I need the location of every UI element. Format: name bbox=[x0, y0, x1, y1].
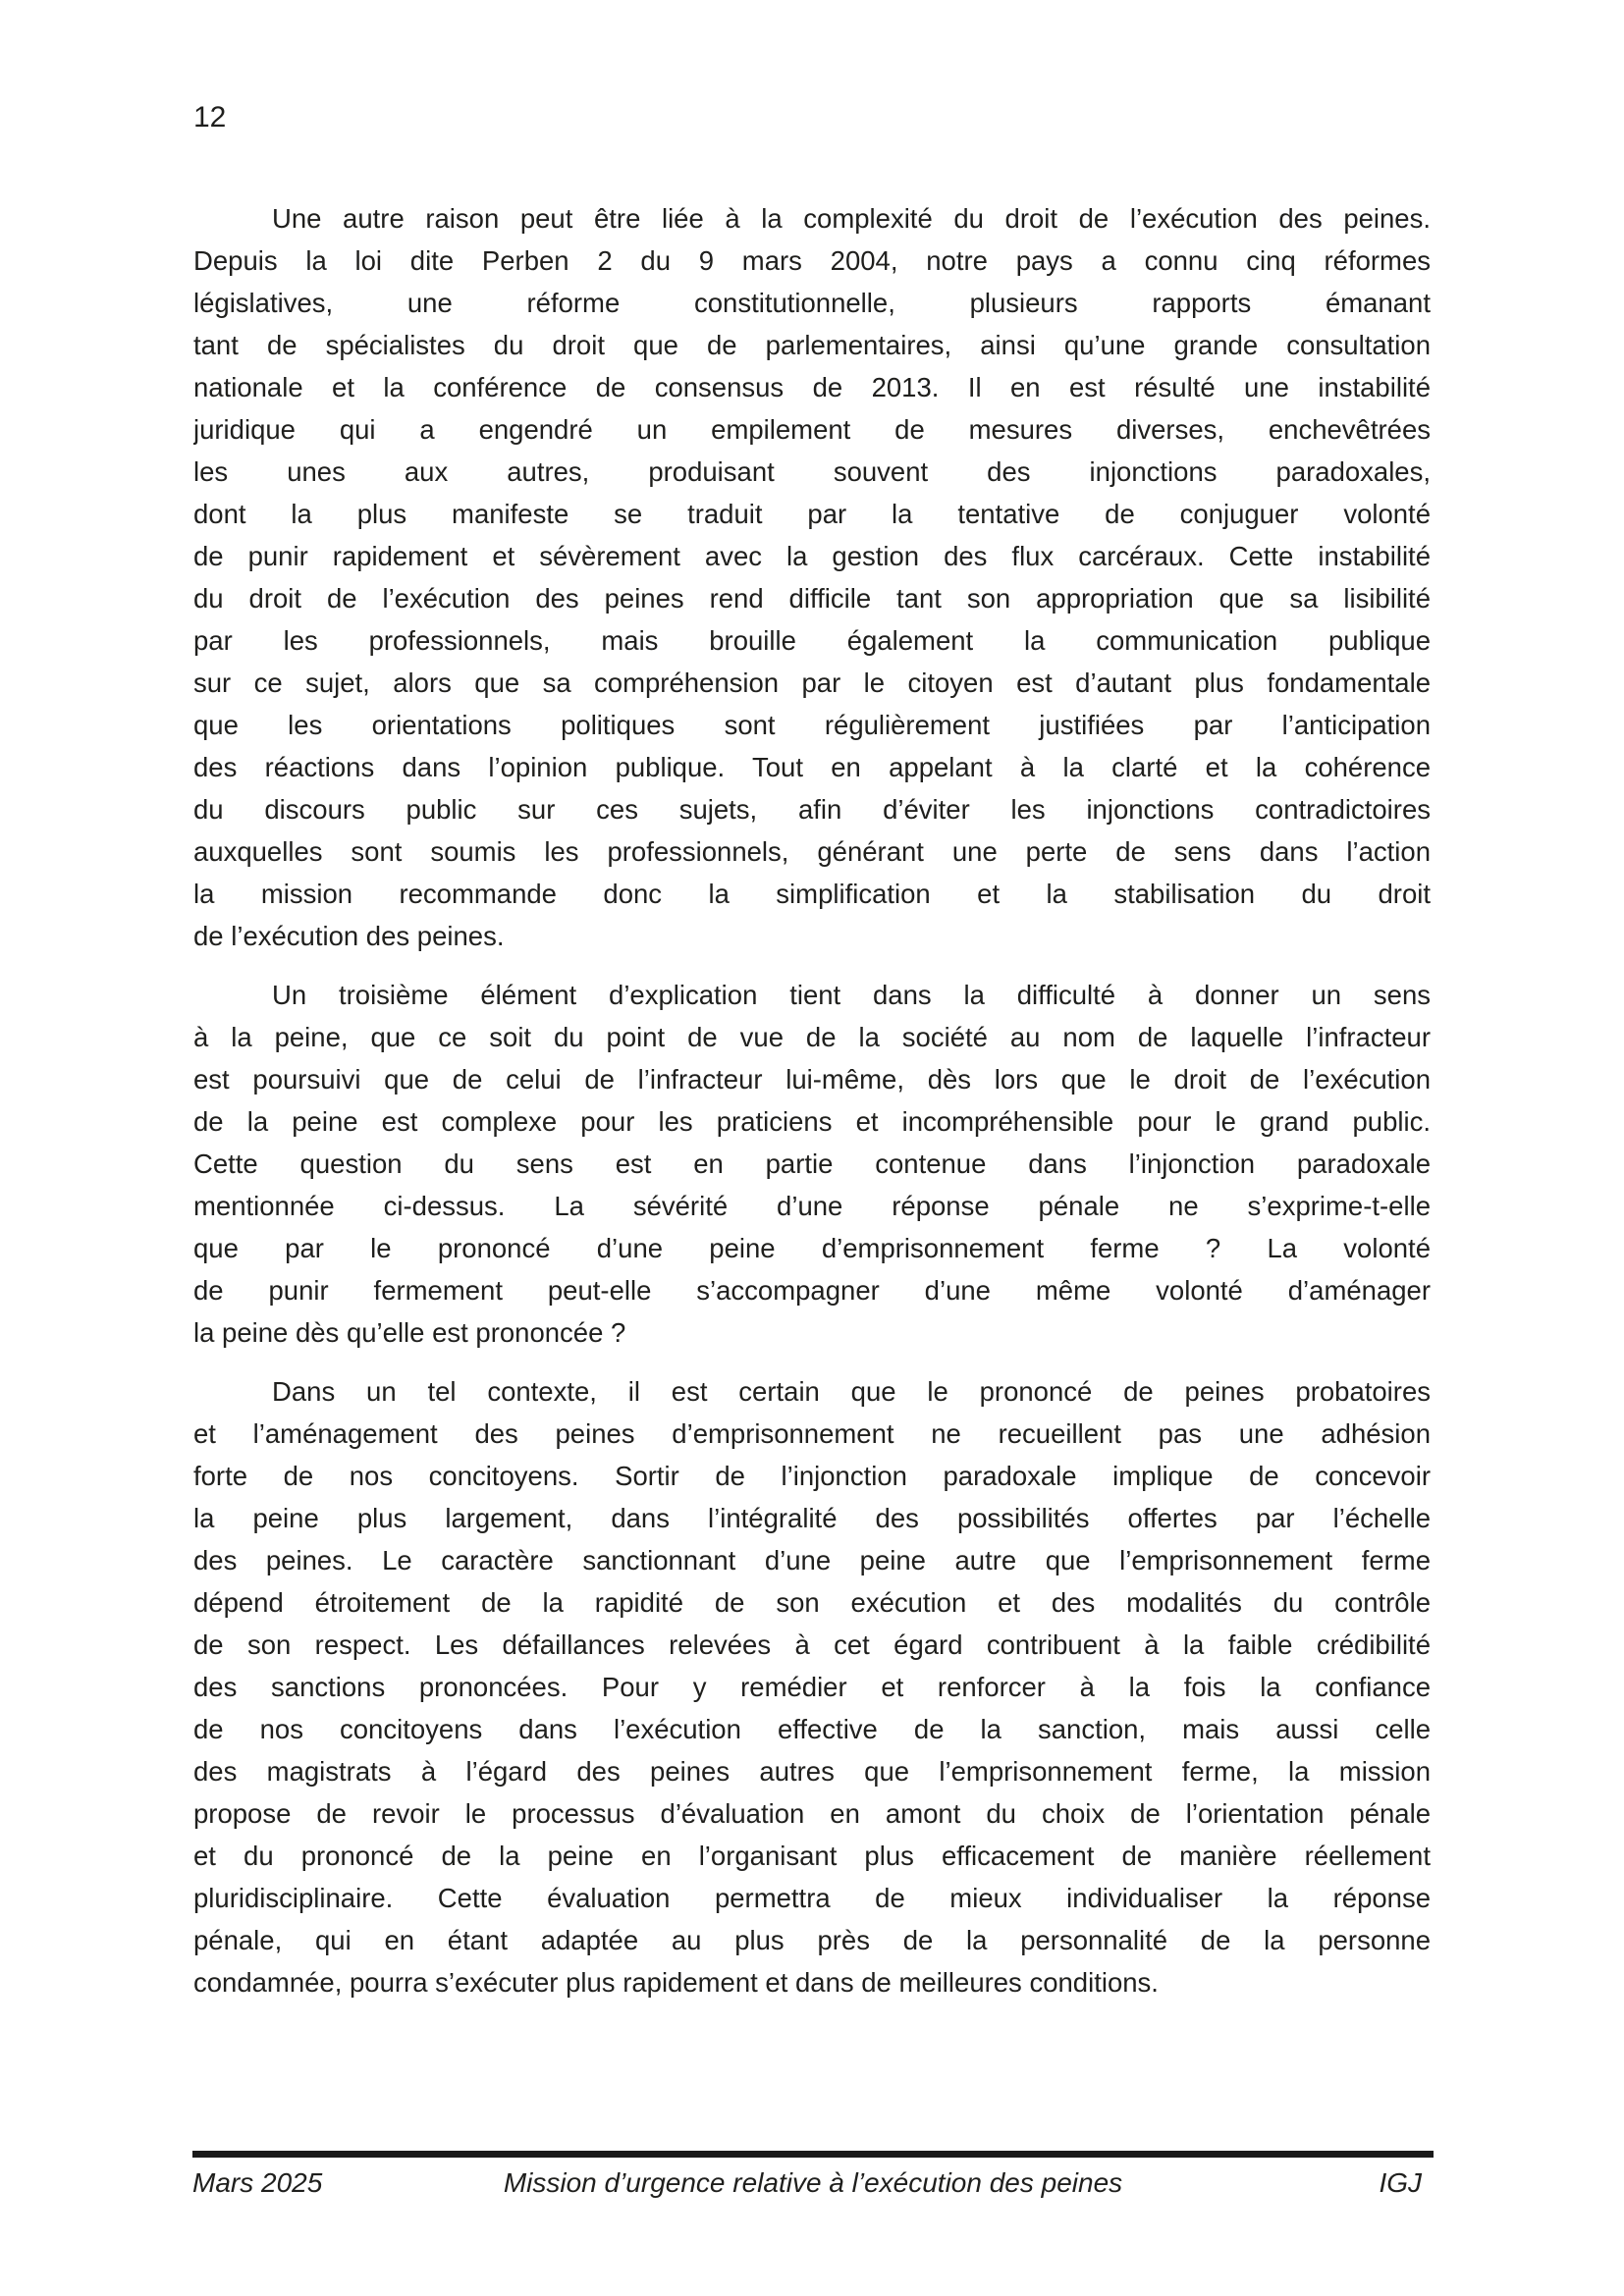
footer-org: IGJ bbox=[1379, 2167, 1422, 2198]
text-line: mentionnée ci-dessus. La sévérité d’une réponse pénale ne s’exprime-t-elle bbox=[193, 1191, 1431, 1221]
text-line: est poursuivi que de celui de l’infracteur lui-même, dès lors que le droit de l’exécution bbox=[193, 1064, 1431, 1095]
page-number: 12 bbox=[193, 101, 227, 133]
text-line: pluridisciplinaire. Cette évaluation permettra de mieux individualiser la réponse bbox=[193, 1883, 1431, 1913]
text-line: de son respect. Les défaillances relevées à cet égard contribuent à la faible crédibilité bbox=[193, 1629, 1431, 1660]
text-line: pénale, qui en étant adaptée au plus près de la personnalité de la personne bbox=[193, 1925, 1431, 1955]
text-line: de punir fermement peut-elle s’accompagner d’une même volonté d’aménager bbox=[193, 1275, 1431, 1306]
text-line: tant de spécialistes du droit que de parlementaires, ainsi qu’une grande consultation bbox=[193, 330, 1431, 360]
text-line: auxquelles sont soumis les professionnels, générant une perte de sens dans l’action bbox=[193, 836, 1431, 867]
text-line: de nos concitoyens dans l’exécution effective de la sanction, mais aussi celle bbox=[193, 1714, 1431, 1744]
paragraph bbox=[193, 197, 1431, 957]
text-line: de punir rapidement et sévèrement avec la gestion des flux carcéraux. Cette instabilité bbox=[193, 541, 1431, 571]
paragraph bbox=[193, 1370, 1431, 2003]
text-line: et l’aménagement des peines d’emprisonnement ne recueillent pas une adhésion bbox=[193, 1418, 1431, 1449]
text-line: dépend étroitement de la rapidité de son exécution et des modalités du contrôle bbox=[193, 1587, 1431, 1618]
text-line: juridique qui a engendré un empilement de mesures diverses, enchevêtrées bbox=[193, 414, 1431, 445]
text-line: des peines. Le caractère sanctionnant d’une peine autre que l’emprisonnement ferme bbox=[193, 1545, 1431, 1575]
text-line: sur ce sujet, alors que sa compréhension par le citoyen est d’autant plus fondamentale bbox=[193, 667, 1431, 698]
text-line: que les orientations politiques sont régulièrement justifiées par l’anticipation bbox=[193, 710, 1431, 740]
body-text bbox=[193, 197, 1431, 2020]
text-line: à la peine, que ce soit du point de vue de la société au nom de laquelle l’infracteur bbox=[193, 1022, 1431, 1052]
text-line: les unes aux autres, produisant souvent des injonctions paradoxales, bbox=[193, 456, 1431, 487]
text-line: forte de nos concitoyens. Sortir de l’injonction paradoxale implique de concevoir bbox=[193, 1461, 1431, 1491]
text-line: et du prononcé de la peine en l’organisant plus efficacement de manière réellement bbox=[193, 1841, 1431, 1871]
text-line: dont la plus manifeste se traduit par la tentative de conjuguer volonté bbox=[193, 499, 1431, 529]
text-line: législatives, une réforme constitutionnelle, plusieurs rapports émanant bbox=[193, 288, 1431, 318]
text-line: propose de revoir le processus d’évaluation en amont du choix de l’orientation pénale bbox=[193, 1798, 1431, 1829]
footer bbox=[192, 2163, 1434, 2203]
text-line: par les professionnels, mais brouille également la communication publique bbox=[193, 625, 1431, 656]
text-line: la peine dès qu’elle est prononcée ? bbox=[193, 1317, 626, 1348]
text-line: condamnée, pourra s’exécuter plus rapidement et dans de meilleures conditions. bbox=[193, 1967, 1159, 1998]
paragraph bbox=[193, 974, 1431, 1354]
text-line: Depuis la loi dite Perben 2 du 9 mars 2004, notre pays a connu cinq réformes bbox=[193, 245, 1431, 276]
text-line: des sanctions prononcées. Pour y remédier et renforcer à la fois la confiance bbox=[193, 1672, 1431, 1702]
footer-rule bbox=[192, 2151, 1434, 2158]
text-line: que par le prononcé d’une peine d’emprisonnement ferme ? La volonté bbox=[193, 1233, 1431, 1263]
footer-date: Mars 2025 bbox=[192, 2167, 323, 2198]
text-line: Dans un tel contexte, il est certain que le prononcé de peines probatoires bbox=[272, 1376, 1431, 1407]
text-line: de la peine est complexe pour les praticiens et incompréhensible pour le grand public. bbox=[193, 1106, 1431, 1137]
text-line: la mission recommande donc la simplification et la stabilisation du droit bbox=[193, 879, 1431, 909]
text-line: Cette question du sens est en partie contenue dans l’injonction paradoxale bbox=[193, 1148, 1431, 1179]
footer-title: Mission d’urgence relative à l’exécution des peines bbox=[503, 2167, 1123, 2198]
text-line: nationale et la conférence de consensus de 2013. Il en est résulté une instabilité bbox=[193, 372, 1431, 402]
text-line: des magistrats à l’égard des peines autres que l’emprisonnement ferme, la mission bbox=[193, 1756, 1431, 1787]
text-line: Une autre raison peut être liée à la complexité du droit de l’exécution des peines. bbox=[272, 203, 1431, 234]
text-line: du droit de l’exécution des peines rend difficile tant son appropriation que sa lisibilité bbox=[193, 583, 1431, 614]
text-line: de l’exécution des peines. bbox=[193, 921, 505, 951]
text-line: la peine plus largement, dans l’intégralité des possibilités offertes par l’échelle bbox=[193, 1503, 1431, 1533]
text-line: Un troisième élément d’explication tient dans la difficulté à donner un sens bbox=[272, 980, 1431, 1010]
text-line: du discours public sur ces sujets, afin d’éviter les injonctions contradictoires bbox=[193, 794, 1431, 825]
text-line: des réactions dans l’opinion publique. Tout en appelant à la clarté et la cohérence bbox=[193, 752, 1431, 782]
